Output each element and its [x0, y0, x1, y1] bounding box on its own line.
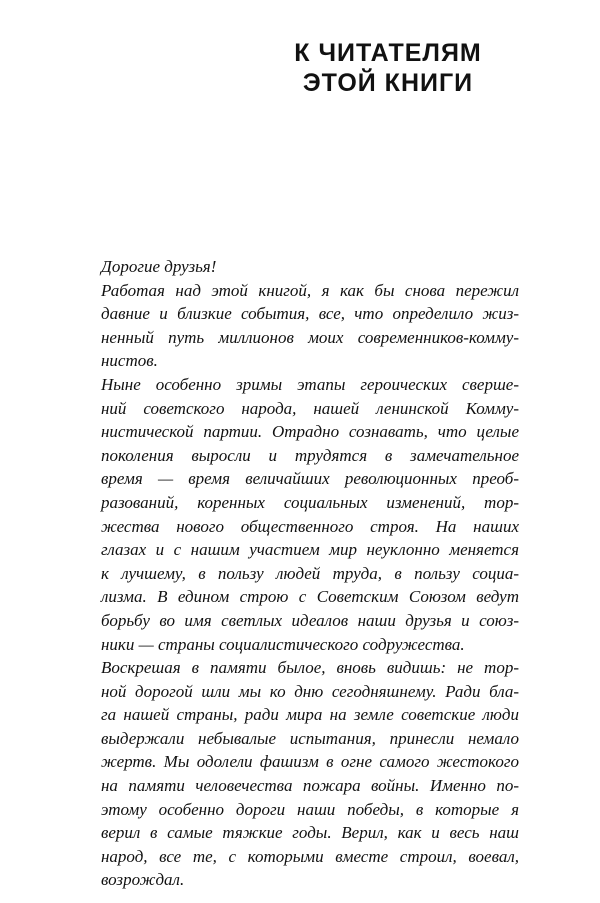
text-line: возрождал.: [101, 870, 185, 890]
text-line: к лучшему, в пользу людей труда, в пользу социа-: [101, 563, 519, 583]
text-line: нистов.: [101, 351, 158, 371]
text-line: жества нового общественного строя. На наших: [101, 516, 519, 536]
text-line: ний советского народа, нашей ленинской Комму-: [101, 398, 519, 418]
text-line: выдержали небывалые испытания, принесли немало: [101, 728, 519, 748]
text-line: ненный путь миллионов моих современников-комму-: [101, 327, 519, 347]
text-line: лизма. В едином строю с Советским Союзом ведут: [101, 587, 519, 607]
text-line: верил в самые тяжкие годы. Верил, как и весь наш: [101, 823, 519, 843]
text-line: ной дорогой шли мы ко дню сегодняшнему. Ради бла-: [101, 681, 519, 701]
text-line: нистической партии. Отрадно сознавать, что целые: [101, 422, 519, 442]
text-line: га нашей страны, ради мира на земле советские люди: [101, 705, 519, 725]
text-line: Воскрешая в памяти былое, вновь видишь: не тор-: [101, 658, 519, 678]
title-line-1: К ЧИТАТЕЛЯМ: [294, 39, 482, 67]
text-line: на памяти человечества пожара войны. Именно по-: [101, 776, 519, 796]
text-line: поколения выросли и трудятся в замечательное: [101, 445, 519, 465]
text-line: ники — страны социалистического содружества.: [101, 634, 465, 654]
text-line: этому особенно дороги наши победы, в которые я: [101, 799, 519, 819]
foreword-text: [101, 255, 519, 892]
title-line-2: ЭТОЙ КНИГИ: [302, 69, 474, 97]
text-line: разований, коренных социальных изменений, тор-: [101, 492, 519, 512]
text-line: народ, все те, с которыми вместе строил, воевал,: [101, 846, 519, 866]
text-line: борьбу во имя светлых идеалов наши друзья и союз-: [101, 610, 519, 630]
text-line: глазах и с нашим участием мир неуклонно меняется: [101, 540, 519, 560]
text-line: Ныне особенно зримы этапы героических сверше-: [101, 374, 519, 394]
text-line: давние и близкие события, все, что определило жиз-: [101, 304, 519, 324]
page-title: [288, 38, 488, 98]
text-line: Работая над этой книгой, я как бы снова пережил: [101, 280, 519, 300]
text-line: время — время величайших революционных преоб-: [101, 469, 519, 489]
text-line: жертв. Мы одолели фашизм в огне самого жестокого: [101, 752, 519, 772]
text-line: Дорогие друзья!: [101, 257, 217, 276]
